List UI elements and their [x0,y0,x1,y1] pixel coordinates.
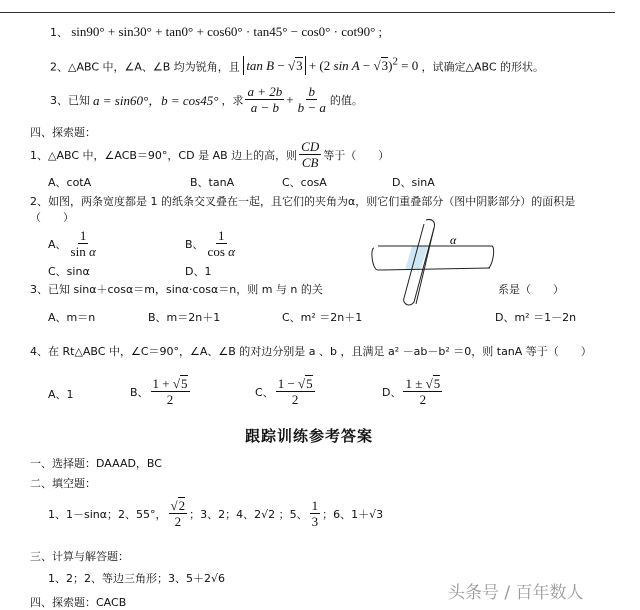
answers-fill-heading: 二、填空题： [30,477,96,490]
q4-option-d: D、 $\frac{1 \pm √5}{2}$ [382,376,441,407]
answers-choice: 一、选择题：DAAAD，BC [30,457,162,470]
part4-q1: 1、△ABC 中，∠ACB＝90°，CD 是 AB 边上的高，则 $\frac{CD}{CB}$ 等于（ ） [30,139,390,170]
answers-calc-line: 1、2；2、等边三角形；3、5＋2√6 [48,572,225,585]
answers-explore: 四、探索题：CACB [30,596,127,609]
q2-expression: tan B − √3 + (2 sin A − √3)$^2$ = 0 [243,58,421,73]
part3-q3: 3、已知 a = sin60°，b = cos45° ，求 $\frac{a + 2b}{a - b}$ + $\frac{b}{b - a}$ 的值。 [50,84,363,115]
q4-option-a: A、1 [48,388,74,401]
q1-option-a: A、cotA [48,176,92,189]
q3-option-c: C、m² ＝2n＋1 [282,311,363,324]
q1-option-b: B、tanA [190,176,235,189]
alpha-label: α [450,233,457,247]
part4-q4: 4、在 Rt△ABC 中，∠C＝90°，∠A、∠B 的对边分别是 a 、b ，且满足 a² －ab－b² ＝0，则 tanA 等于（ ） [30,345,592,358]
crossing-strips-figure [368,218,498,308]
q4-option-c: C、 $\frac{1 - √5}{2}$ [255,376,313,407]
part4-q3: 3、已知 sinα＋cosα＝m，sinα·cosα＝n，则 m 与 n 的关 [30,283,323,296]
q2-option-b: B、 $\frac{1}{\text{cos α}}$ [185,228,235,259]
q1-option-c: C、cosA [282,176,327,189]
answers-title: 跟踪训练参考答案 [245,427,374,445]
top-rule [0,12,615,13]
q2-option-a: A、 $\frac{1}{\text{sin α}}$ [48,228,96,259]
q1-option-d: D、sinA [392,176,435,189]
part3-q2: 2、△ABC 中，∠A、∠B 均为锐角，且 tan B − √3 + (2 sin A − √3)$^2$ = 0 ，试确定△ABC 的形状。 [50,56,544,74]
part4-q3-tail: 系是（ ） [498,283,564,296]
part4-q2-line2: （ ） [30,211,74,224]
answers-fill-line: 1、1－sinα；2、55°， $\frac{√2}{2}$ ；3、2；4、2√2 ；5、 $\frac{1}{3}$ ；6、1＋√3 [48,498,384,529]
q4-option-b: B、 $\frac{1 + √5}{2}$ [130,376,188,407]
part4-q2-line1: 2、如图，两条宽度都是 1 的纸条交叉叠在一起，且它们的夹角为α，则它们重叠部分（图中阴影部分）的面积是 [30,195,576,208]
q3-option-a: A、m＝n [48,311,96,324]
watermark: 头条号 / 百年数人 [448,583,584,603]
part3-q1: 1、 sin90° + sin30° + tan0° + cos60° · tan45° − cos0° · cot90° ; [50,24,383,39]
answers-calc-heading: 三、计算与解答题： [30,550,129,563]
part4-heading: 四、探索题： [30,126,96,139]
q3-option-b: B、m＝2n＋1 [148,311,221,324]
q3-option-d: D、m² ＝1－2n [495,311,577,324]
q2-option-c: C、sinα [48,265,90,278]
q2-option-d: D、1 [185,265,212,278]
